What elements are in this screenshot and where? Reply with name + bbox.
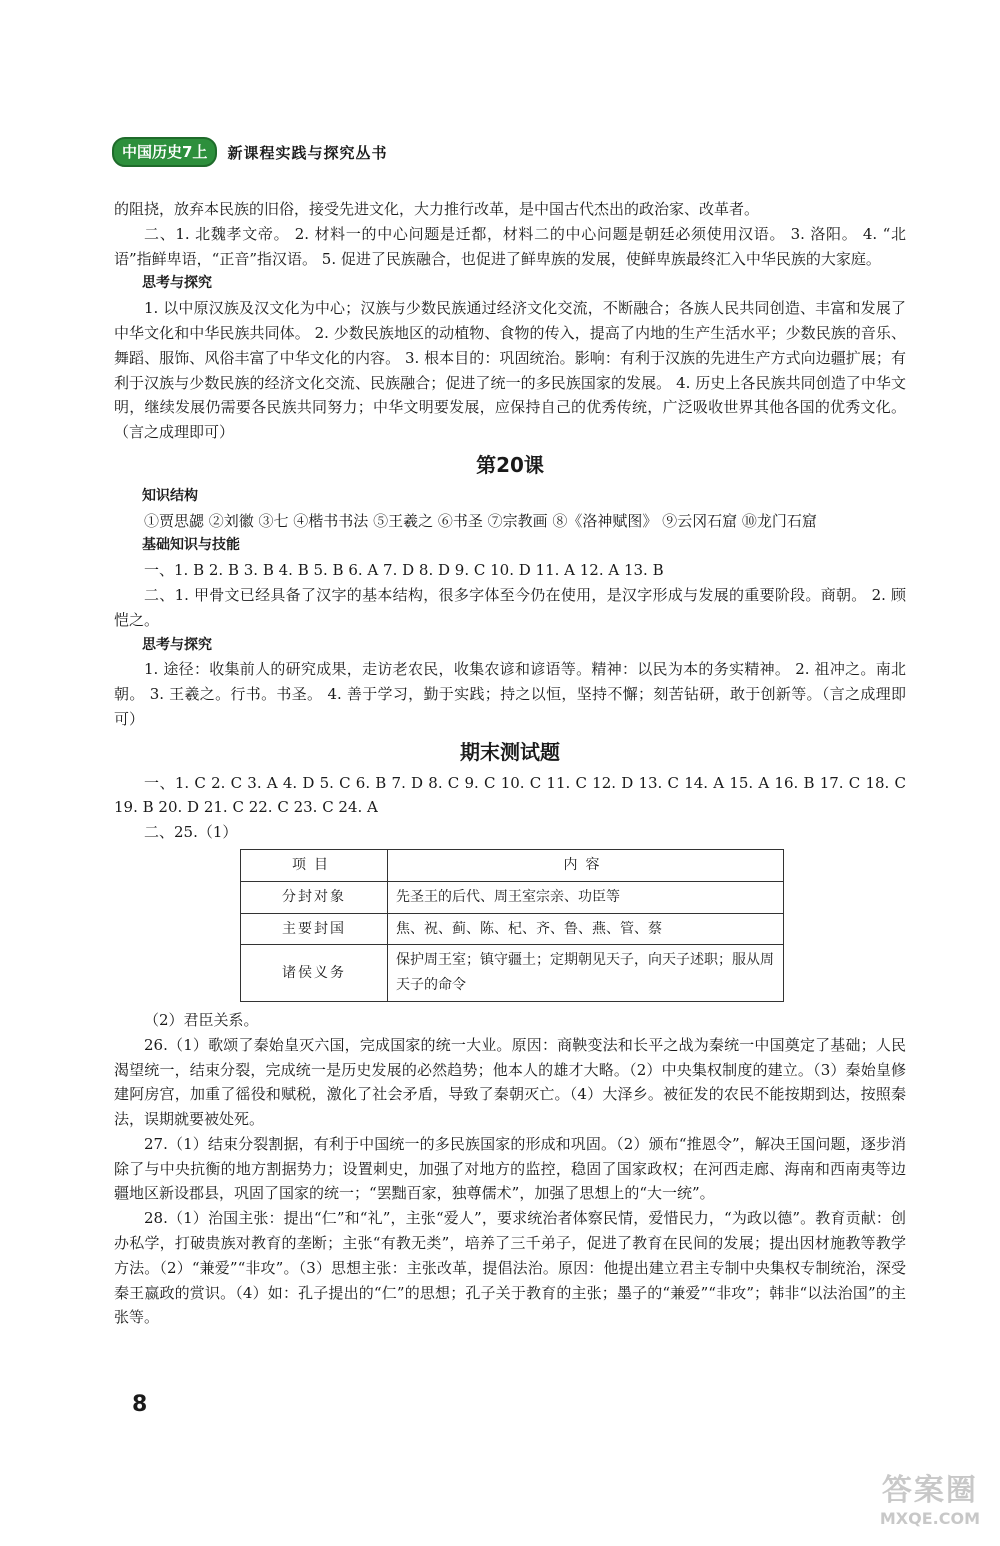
table-row [241,945,784,1002]
table-key-cell: 分封对象 [241,881,388,913]
section-heading: 思考与探究 [142,636,212,653]
lesson-title: 第20课 [476,452,544,477]
table-header-cell: 项目 [241,849,388,881]
table-value-cell: 保护周王室；镇守疆土；定期朝见天子，向天子述职；服从周天子的命令 [388,945,784,1002]
table-header-cell: 内容 [388,849,784,881]
watermark-logo: 答案圈 [881,1473,978,1508]
page-content [114,197,906,1330]
section-heading: 思考与探究 [142,275,212,292]
answer-paragraph: 1. 途径：收集前人的研究成果，走访老农民，收集农谚和谚语等。精神：以民为本的务实精神。 2. 祖冲之。南北朝。 3. 王羲之。行书。书圣。 4. 善于学习，勤于实践；持之以恒，坚持不懈；刻苦钻研，敢于创新等。（言之成理即可） [114,660,906,728]
page-number: 8 [132,1392,148,1417]
section-heading: 知识结构 [142,487,198,504]
answer-paragraph: 27.（1）结束分裂割据，有利于中国统一的多民族国家的形成和巩固。（2）颁布“推恩令”，解决王国问题，逐步消除了与中央抗衡的地方割据势力；设置刺史，加强了对地方的监控，稳固了国家政权；在河西走廊、海南和西南夷等边疆地区新设郡县，巩固了国家的统一；“罢黜百家，独尊儒术”，加强了思想上的“大一统”。 [114,1134,906,1203]
watermark-url: MXQE.COM [879,1509,980,1528]
answer-paragraph: 一、1. B 2. B 3. B 4. B 5. B 6. A 7. D 8. D 9. C 10. D 11. A 12. A 13. B [144,561,664,580]
table-value-cell: 焦、祝、蓟、陈、杞、齐、鲁、燕、管、蔡 [388,913,784,945]
section-heading: 基础知识与技能 [142,537,240,554]
series-title: 新课程实践与探究丛书 [227,143,388,162]
answer-paragraph: 一、1. C 2. C 3. A 4. D 5. C 6. B 7. D 8. C 9. C 10. C 11. C 12. D 13. C 14. A 15. A 16. B 17. C 18. C 19. B 20. D 21. C 22. C 23. C 24. A [114,773,906,817]
answer-paragraph: 二、1. 甲骨文已经具备了汉字的基本结构，很多字体至今仍在使用，是汉字形成与发展的重要阶段。商朝。 2. 顾恺之。 [114,585,906,629]
running-header [112,136,387,168]
exam-title: 期末测试题 [460,739,560,764]
answer-paragraph: 二、1. 北魏孝文帝。 2. 材料一的中心问题是迁都，材料二的中心问题是朝廷必须使用汉语。 3. 洛阳。 4. “北语”指鲜卑语，“正音”指汉语。 5. 促进了民族融合，也促进了鲜卑族的发展，使鲜卑族最终汇入中华民族的大家庭。 [114,224,906,268]
table-key-cell: 主要封国 [241,913,388,945]
answer-paragraph: 1. 以中原汉族及汉文化为中心；汉族与少数民族通过经济文化交流，不断融合；各族人民共同创造、丰富和发展了中华文化和中华民族共同体。 2. 少数民族地区的动植物、食物的传入，提高了内地的生产生活水平；少数民族的音乐、舞蹈、服饰、风俗丰富了中华文化的内容。 3. 根本目的：巩固统治。影响：有利于汉族的先进生产方式向边疆扩展；有利于汉族与少数民族的经济文化交流、民族融合；促进了统一的多民族国家的发展。 4. 历史上各民族共同创造了中华文明，继续发展仍需要各民族共同努力；中华文明要发展，应保持自己的优秀传统，广泛吸收世界其他各国的优秀文化。（言之成理即可） [114,299,906,442]
answer-paragraph: （2）君臣关系。 [144,1010,259,1029]
answer-paragraph: 26.（1）歌颂了秦始皇灭六国，完成国家的统一大业。原因：商鞅变法和长平之战为秦统一中国奠定了基础；人民渴望统一，结束分裂，完成统一是历史发展的必然趋势；他本人的雄才大略。（2）中央集权制度的建立。（3）秦始皇修建阿房宫，加重了徭役和赋税，激化了社会矛盾，导致了秦朝灭亡。（4）大泽乡。被征发的农民不能按期到达，按照秦法，误期就要被处死。 [114,1035,906,1129]
table-row [241,913,784,945]
continued-paragraph: 的阻挠，放弃本民族的旧俗，接受先进文化，大力推行改革，是中国古代杰出的政治家、改革者。 [114,200,760,218]
feudal-table [240,849,784,1002]
answer-paragraph: ①贾思勰 ②刘徽 ③七 ④楷书书法 ⑤王羲之 ⑥书圣 ⑦宗教画 ⑧《洛神赋图》 ⑨云冈石窟 ⑩龙门石窟 [144,511,817,530]
watermark [880,1465,980,1528]
table-header-row [241,849,784,881]
table-value-cell: 先圣王的后代、周王室宗亲、功臣等 [388,881,784,913]
table-row [241,881,784,913]
table-key-cell: 诸侯义务 [241,945,388,1002]
book-badge: 中国历史7上 [112,137,217,167]
answer-paragraph: 28.（1）治国主张：提出“仁”和“礼”，主张“爱人”，要求统治者体察民情，爱惜民力，“为政以德”。教育贡献：创办私学，打破贵族对教育的垄断；主张“有教无类”，培养了三千弟子，促进了教育在民间的发展；提出因材施教等教学方法。（2）“兼爱”“非攻”。（3）思想主张：主张改革，提倡法治。原因：他提出建立君主专制中央集权专制统治，深受秦王嬴政的赏识。（4）如：孔子提出的“仁”的思想；孔子关于教育的主张；墨子的“兼爱”“非攻”；韩非“以法治国”的主张等。 [114,1209,906,1327]
answer-paragraph: 二、25.（1） [144,823,238,842]
